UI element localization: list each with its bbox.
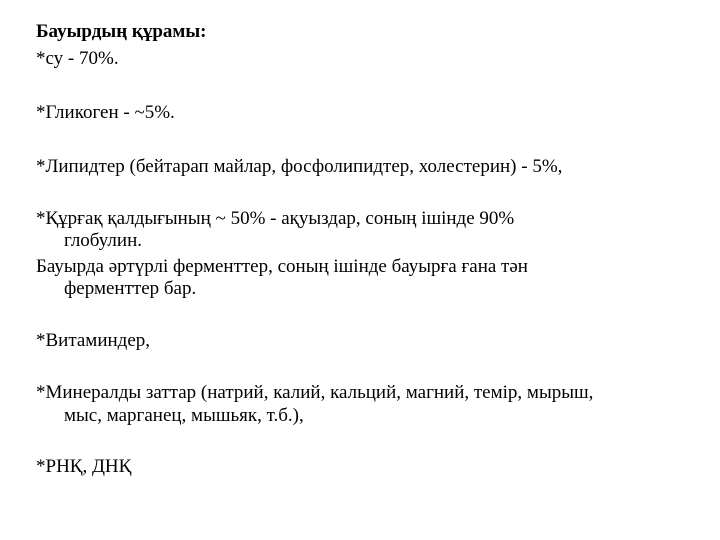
line-nucleic-acids: *РНҚ, ДНҚ xyxy=(36,456,132,477)
line-minerals: *Минералды заттар (натрий, калий, кальций, магний, темір, мырыш, xyxy=(36,382,594,403)
line-glycogen: *Гликоген - ~5%. xyxy=(36,102,175,123)
line-minerals-continued: мыс, марганец, мышьяк, т.б.), xyxy=(64,405,304,426)
line-dry-residue: *Құрғақ қалдығының ~ 50% - ақуыздар, соның ішінде 90% xyxy=(36,208,515,229)
line-dry-residue-continued: глобулин. xyxy=(64,230,142,251)
line-enzymes-continued: ферменттер бар. xyxy=(64,278,197,299)
line-enzymes: Бауырда әртүрлі ферменттер, соның ішінде бауырға ғана тән xyxy=(36,256,528,277)
line-water: *су - 70%. xyxy=(36,48,119,69)
line-vitamins: *Витаминдер, xyxy=(36,330,151,351)
slide-title: Бауырдың құрамы: xyxy=(36,21,207,42)
line-lipids: *Липидтер (бейтарап майлар, фосфолипидтер, холестерин) - 5%, xyxy=(36,156,563,177)
